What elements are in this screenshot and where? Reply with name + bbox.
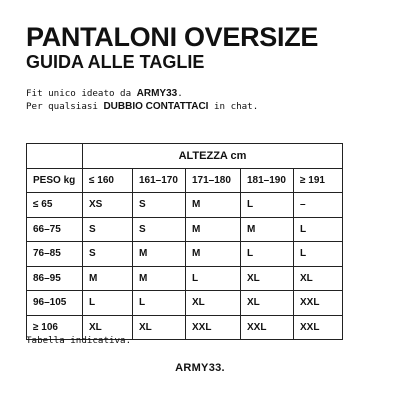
size-cell: XXL bbox=[294, 315, 343, 340]
size-cell: M bbox=[83, 266, 133, 291]
size-cell: L bbox=[294, 242, 343, 267]
size-cell: S bbox=[133, 193, 186, 218]
size-cell: S bbox=[133, 217, 186, 242]
size-cell: L bbox=[241, 193, 294, 218]
contact-emphasis: DUBBIO CONTATTACI bbox=[103, 100, 209, 112]
column-header: ≥ 191 bbox=[294, 168, 343, 193]
intro-line-2-text: Per qualsiasi bbox=[26, 100, 104, 112]
table-row bbox=[27, 242, 343, 267]
size-cell: L bbox=[83, 291, 133, 316]
brand-logo: ARMY33. bbox=[175, 362, 225, 374]
page-subtitle: GUIDA ALLE TAGLIE bbox=[26, 52, 205, 72]
intro-line-2-end: in chat. bbox=[208, 100, 259, 112]
size-cell: XL bbox=[133, 315, 186, 340]
size-cell: XXL bbox=[294, 291, 343, 316]
size-cell: M bbox=[186, 217, 241, 242]
size-cell: XS bbox=[83, 193, 133, 218]
size-cell: M bbox=[133, 266, 186, 291]
footnote: Tabella indicativa. bbox=[26, 335, 132, 346]
table-header-row bbox=[27, 168, 343, 193]
row-header: 86–95 bbox=[27, 266, 83, 291]
row-header: ≥ 106 bbox=[27, 315, 83, 340]
size-cell: L bbox=[294, 217, 343, 242]
size-cell: XL bbox=[241, 291, 294, 316]
row-header: ≤ 65 bbox=[27, 193, 83, 218]
size-cell: L bbox=[241, 242, 294, 267]
size-cell: M bbox=[241, 217, 294, 242]
size-cell: L bbox=[133, 291, 186, 316]
size-table bbox=[26, 143, 343, 340]
size-cell: L bbox=[186, 266, 241, 291]
size-cell: M bbox=[186, 242, 241, 267]
intro-line-1-text: Fit unico ideato da bbox=[26, 88, 137, 99]
weight-header: PESO kg bbox=[27, 168, 83, 193]
size-cell: S bbox=[83, 217, 133, 242]
size-cell: – bbox=[294, 193, 343, 218]
row-header: 76–85 bbox=[27, 242, 83, 267]
size-cell: XXL bbox=[241, 315, 294, 340]
column-header: 171–180 bbox=[186, 168, 241, 193]
size-cell: XL bbox=[186, 291, 241, 316]
column-header: 161–170 bbox=[133, 168, 186, 193]
row-header: 96–105 bbox=[27, 291, 83, 316]
intro-line-1 bbox=[26, 88, 258, 101]
size-cell: XXL bbox=[186, 315, 241, 340]
table-corner-blank bbox=[27, 144, 83, 169]
brand-name: ARMY33 bbox=[136, 88, 178, 99]
column-header: ≤ 160 bbox=[83, 168, 133, 193]
table-row bbox=[27, 291, 343, 316]
column-header: 181–190 bbox=[241, 168, 294, 193]
size-cell: M bbox=[133, 242, 186, 267]
size-cell: XL bbox=[83, 315, 133, 340]
table-row bbox=[27, 266, 343, 291]
height-group-header: ALTEZZA cm bbox=[83, 144, 343, 169]
table-group-header-row bbox=[27, 144, 343, 169]
page-title: PANTALONI OVERSIZE bbox=[26, 22, 319, 52]
size-cell: XL bbox=[241, 266, 294, 291]
row-header: 66–75 bbox=[27, 217, 83, 242]
intro-text bbox=[26, 88, 258, 113]
table-row bbox=[27, 217, 343, 242]
intro-line-2 bbox=[26, 101, 258, 114]
size-cell: S bbox=[83, 242, 133, 267]
table-row bbox=[27, 193, 343, 218]
size-cell: M bbox=[186, 193, 241, 218]
size-cell: XL bbox=[294, 266, 343, 291]
intro-line-1-end: . bbox=[177, 88, 183, 99]
